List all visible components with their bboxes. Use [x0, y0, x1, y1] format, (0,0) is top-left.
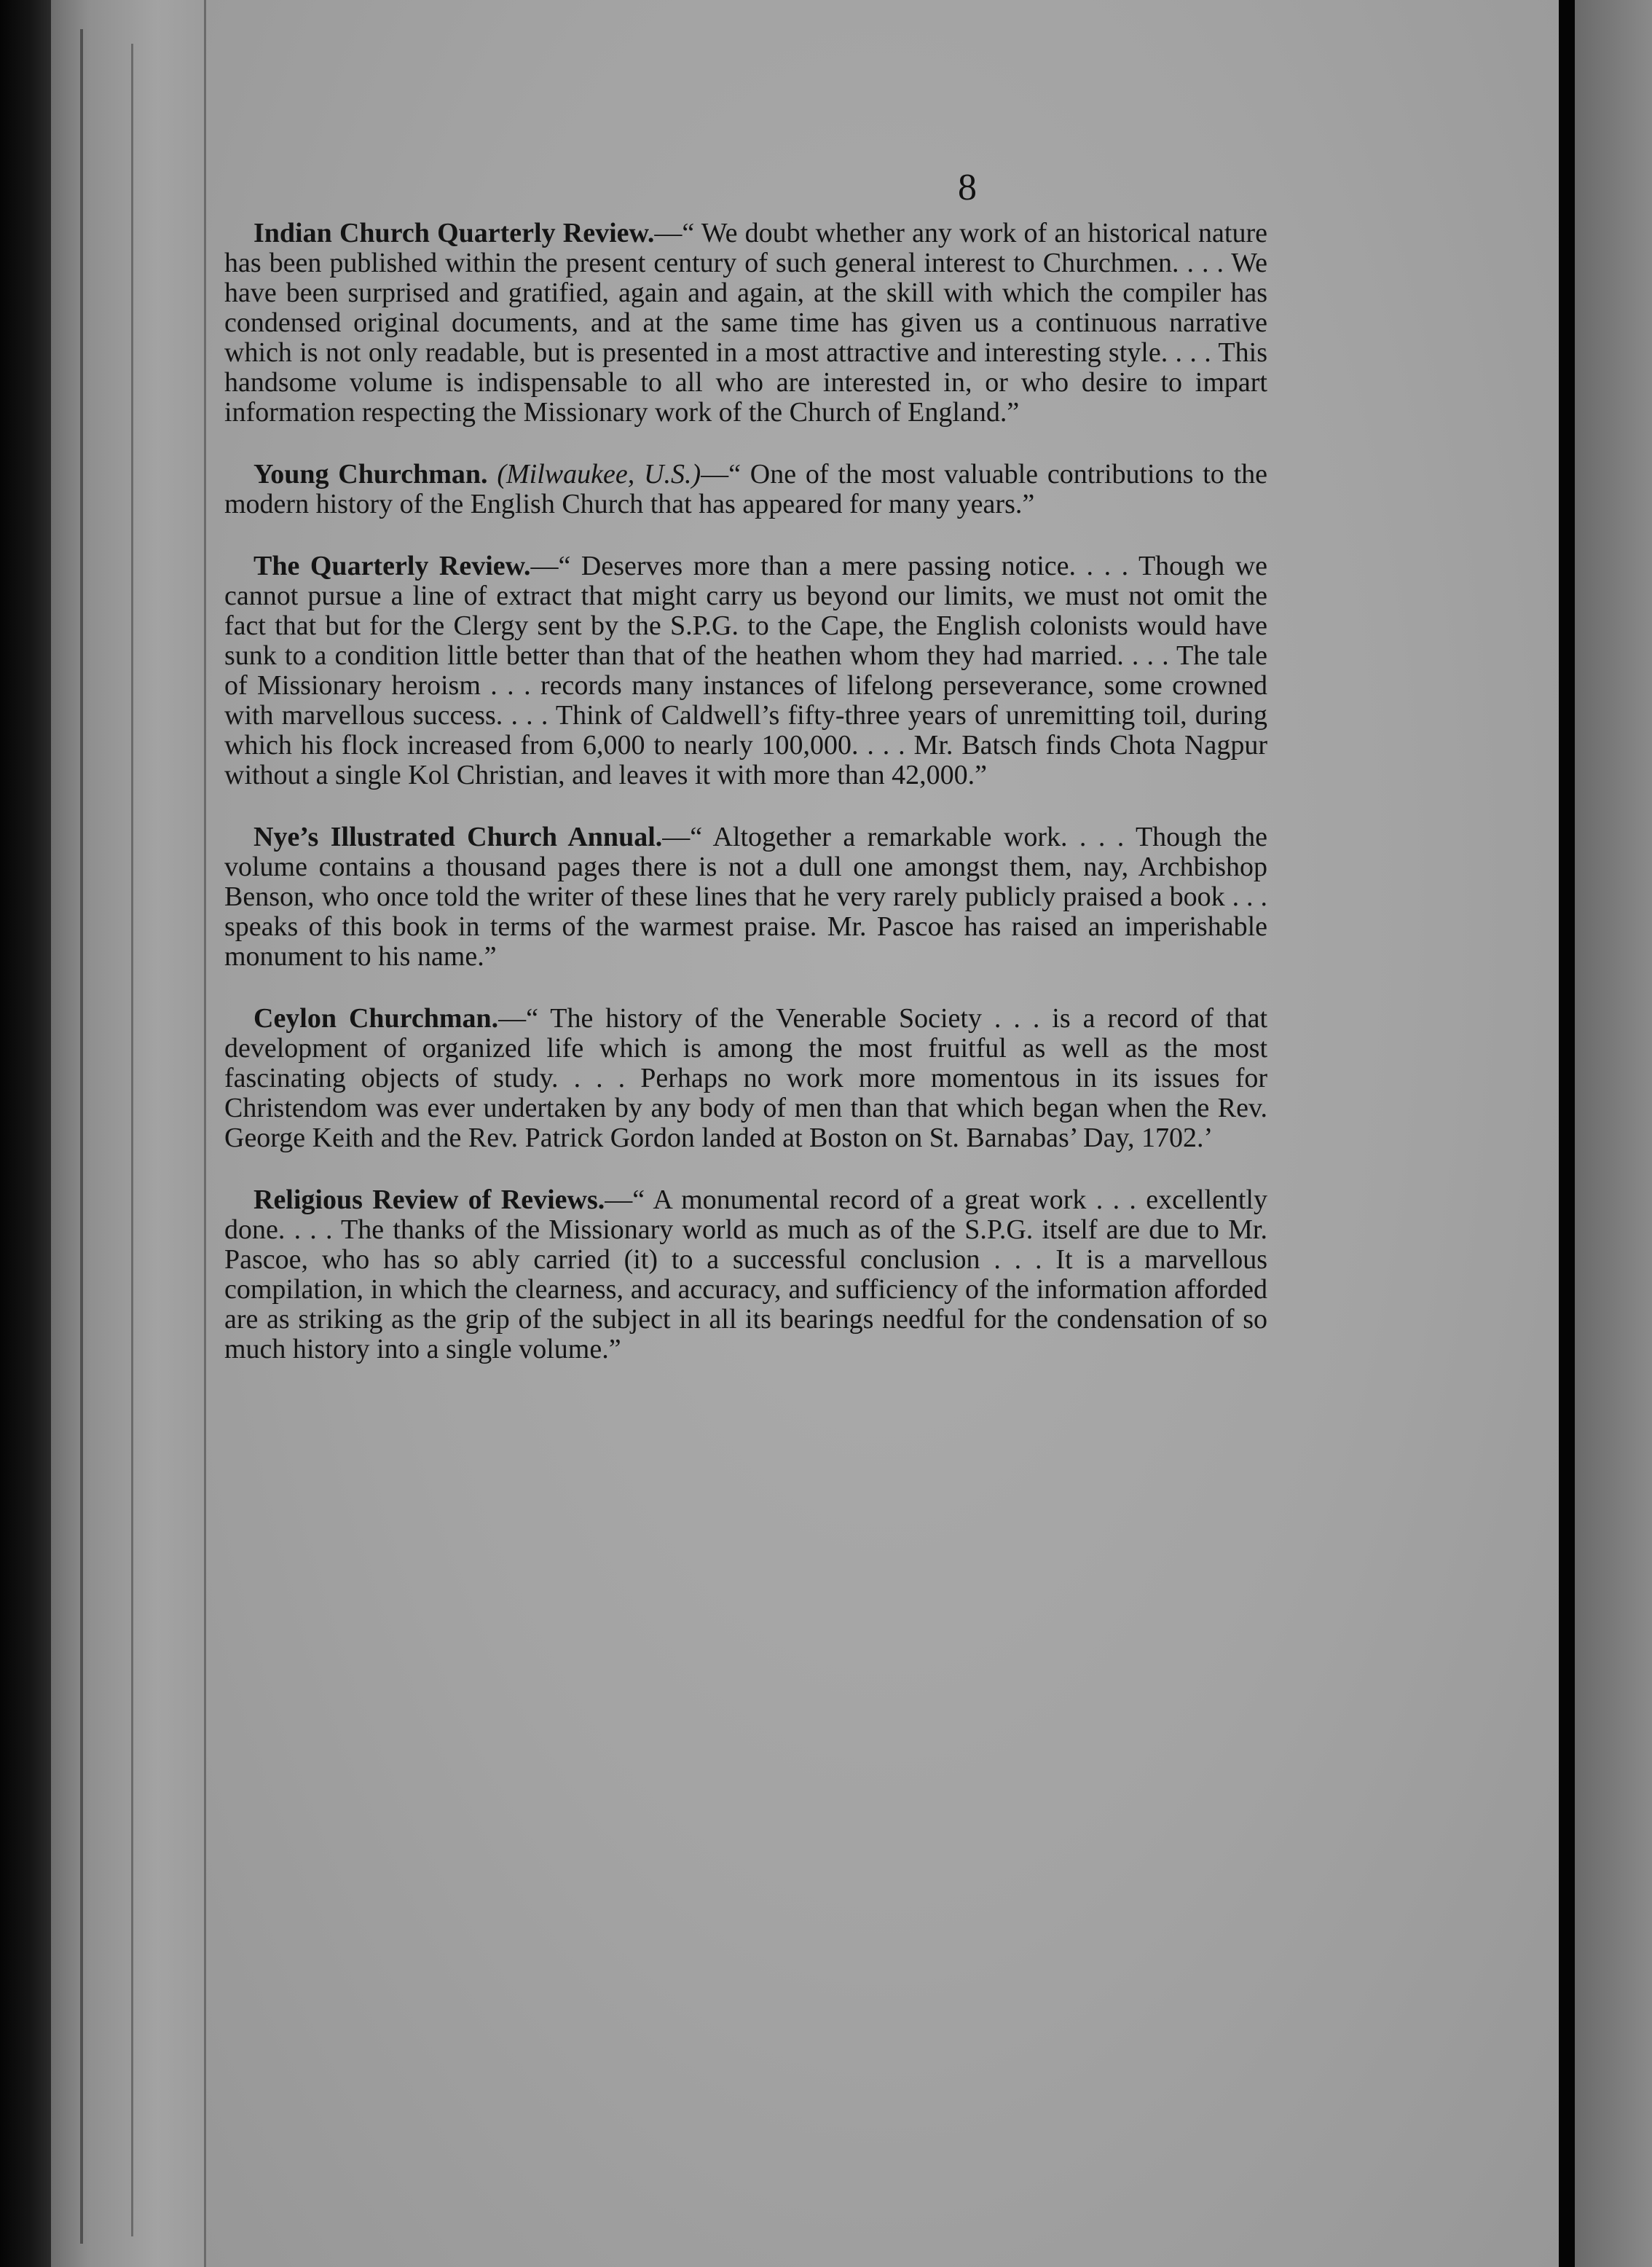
review-source: Ceylon Churchman. [253, 1003, 499, 1034]
review-religious-review-of-reviews [224, 1185, 1267, 1364]
review-text: —“ The history of the Venerable Society . . . is a record of that development of organized life which is among the most fruitful as well as the most fascinating objects of study. . . . Perhaps no work more momentous in its issues for Christendom was ever undertaken by any body of men than that which began when the Rev. George Keith and the Rev. Patrick Gordon landed at Boston on St. Barnabas’ Day, 1702.’ [224, 1003, 1267, 1153]
review-source: The Quarterly Review. [253, 551, 531, 581]
page-number: 8 [958, 167, 977, 208]
review-text: —“ One of the most valuable contributions to the modern history of the English Church that has appeared for many years.” [224, 459, 1268, 519]
review-ceylon-churchman [224, 1004, 1267, 1153]
review-text: —“ We doubt whether any work of an historical nature has been published within the present century of such general interest to Churchmen. . . . We have been surprised and gratified, again and again, at the skill with which the compiler has condensed original documents, and at the same time has given us a continuous narrative which is not only readable, but is presented in a most attractive and interesting style. . . . This handsome volume is indispensable to all who are interested in, or who desire to impart information respecting the Missionary work of the Church of England.” [224, 218, 1267, 428]
next-page-edge [1575, 0, 1652, 2267]
review-place: (Milwaukee, U.S.) [497, 459, 701, 490]
page-edge-line [131, 44, 133, 2236]
review-indian-church-quarterly [224, 219, 1267, 428]
review-source: Young Churchman. [253, 459, 488, 490]
binding-gutter [1559, 0, 1575, 2267]
review-text: —“ A monumental record of a great work . . . excellently done. . . . The thanks of the Missionary world as much as of the S.P.G. itself are due to Mr. Pascoe, who has so ably carried (it) to a successful conclusion . . . It is a marvellous compilation, in which the clearness, and accuracy, and sufficiency of the information afforded are as striking as the grip of the subject in all its bearings needful for the condensation of so much history into a single volume.” [224, 1184, 1267, 1364]
review-source: Indian Church Quarterly Review. [253, 218, 655, 248]
previous-page-edge [51, 0, 206, 2267]
reviews-column [224, 219, 1267, 1396]
review-source: Nye’s Illustrated Church Annual. [253, 822, 663, 852]
review-text: —“ Altogether a remarkable work. . . . Though the volume contains a thousand pages there is not a dull one amongst them, nay, Archbishop Benson, who once told the writer of these lines that he very rarely publicly praised a book . . . speaks of this book in terms of the warmest praise. Mr. Pascoe has raised an imperishable monument to his name.” [224, 822, 1267, 972]
review-young-churchman [224, 460, 1267, 519]
scan-border-left [0, 0, 51, 2267]
review-text: —“ Deserves more than a mere passing notice. . . . Though we cannot pursue a line of extract that might carry us beyond our limits, we must not omit the fact that but for the Clergy sent by the S.P.G. to the Cape, the English colonists would have sunk to a condition little better than that of the heathen whom they had married. . . . The tale of Missionary heroism . . . records many instances of lifelong perseverance, some crowned with marvellous success. . . . Think of Caldwell’s fifty-three years of unremitting toil, during which his flock increased from 6,000 to nearly 100,000. . . . Mr. Batsch finds Chota Nagpur without a single Kol Christian, and leaves it with more than 42,000.” [224, 551, 1267, 790]
review-source: Religious Review of Reviews. [253, 1184, 605, 1215]
page-edge-line [80, 29, 83, 2244]
review-quarterly-review [224, 551, 1267, 790]
review-nyes-church-annual [224, 822, 1267, 972]
